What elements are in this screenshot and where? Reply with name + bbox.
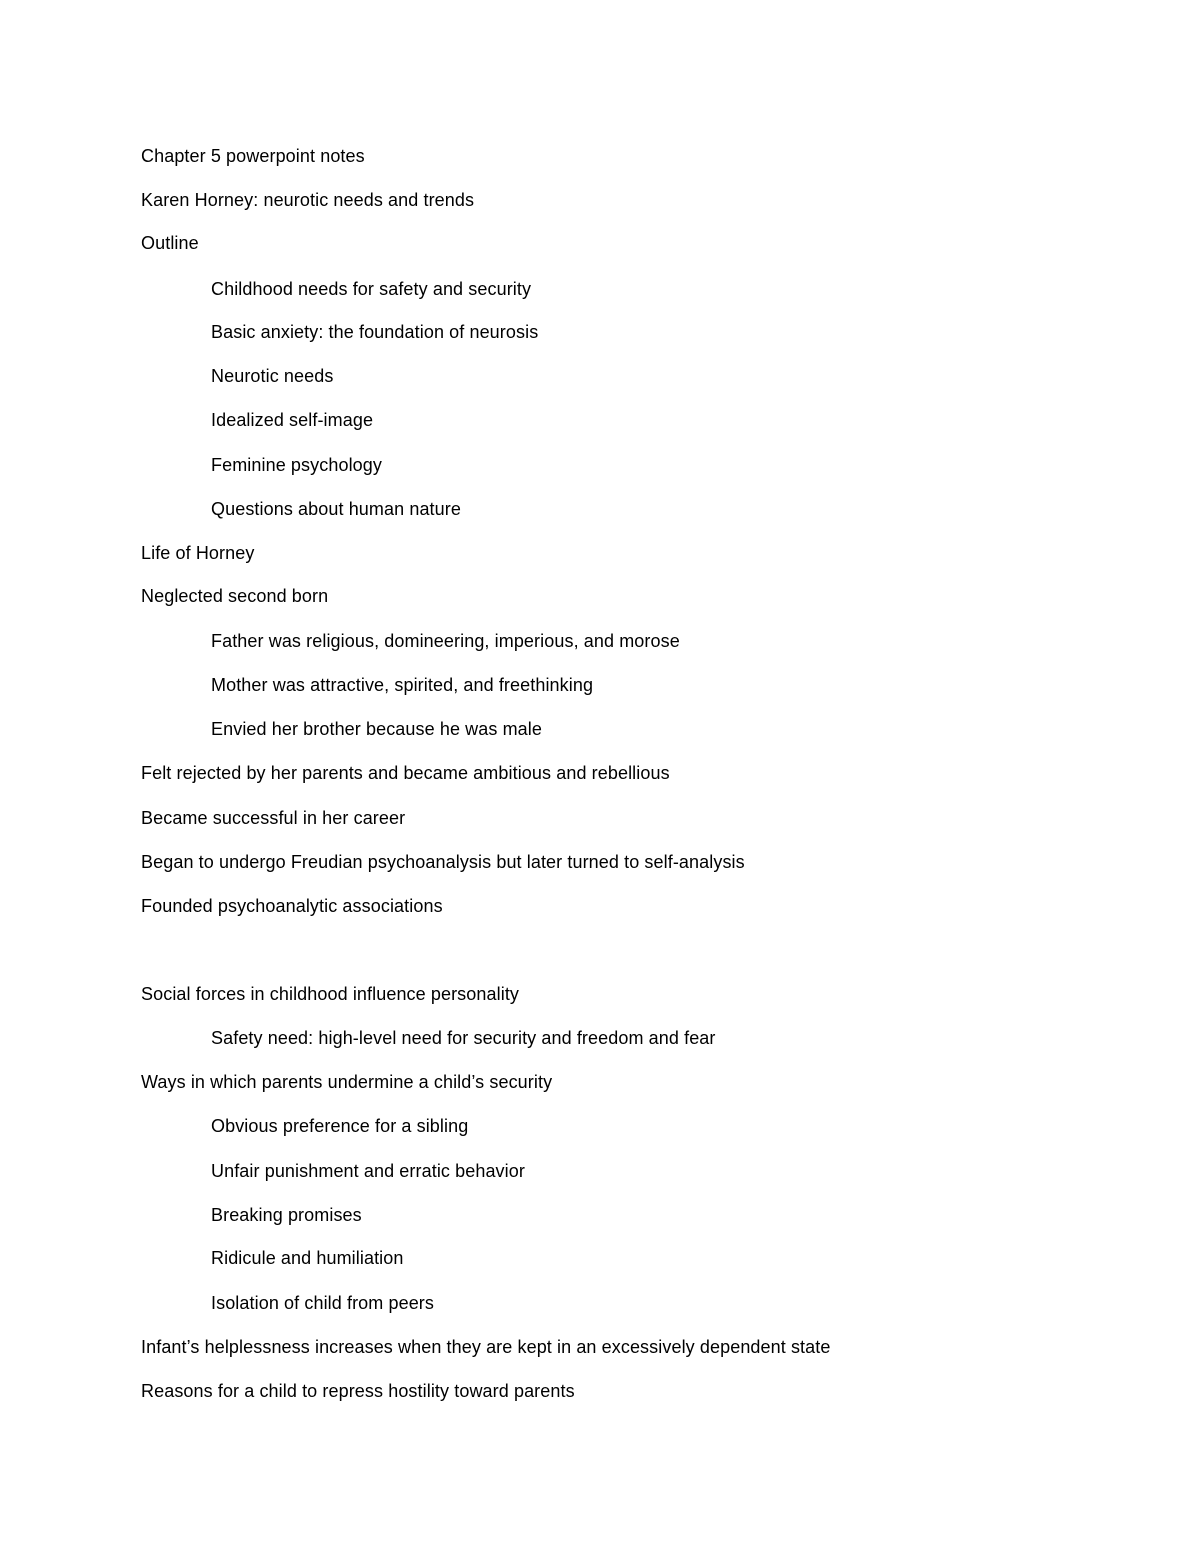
note-line: Neglected second born: [141, 586, 329, 606]
note-line: Ridicule and humiliation: [211, 1248, 404, 1268]
note-line: Questions about human nature: [211, 499, 461, 519]
note-line: Mother was attractive, spirited, and freethinking: [211, 675, 594, 695]
note-line: Infant’s helplessness increases when they are kept in an excessively dependent state: [141, 1337, 831, 1357]
document-title: Chapter 5 powerpoint notes: [141, 146, 365, 166]
note-line: Idealized self-image: [211, 410, 374, 430]
document-subtitle: Karen Horney: neurotic needs and trends: [141, 190, 475, 210]
note-line: Began to undergo Freudian psychoanalysis but later turned to self-analysis: [141, 852, 745, 872]
note-line: Obvious preference for a sibling: [211, 1116, 469, 1136]
note-line: Social forces in childhood influence personality: [141, 984, 520, 1004]
note-line: Became successful in her career: [141, 808, 406, 828]
note-line: Outline: [141, 233, 199, 253]
note-line: Reasons for a child to repress hostility toward parents: [141, 1381, 575, 1401]
note-line: Neurotic needs: [211, 366, 334, 386]
note-line: Father was religious, domineering, imperious, and morose: [211, 631, 680, 651]
note-line: Isolation of child from peers: [211, 1293, 435, 1313]
note-line: Feminine psychology: [211, 455, 382, 475]
note-line: Envied her brother because he was male: [211, 719, 542, 739]
note-line: Unfair punishment and erratic behavior: [211, 1161, 525, 1181]
note-line: Basic anxiety: the foundation of neurosis: [211, 322, 539, 342]
note-line: Ways in which parents undermine a child’s security: [141, 1072, 553, 1092]
note-line: Breaking promises: [211, 1205, 362, 1225]
note-line: Safety need: high-level need for security and freedom and fear: [211, 1028, 716, 1048]
note-line: Life of Horney: [141, 543, 255, 563]
note-line: Childhood needs for safety and security: [211, 279, 532, 299]
note-line: Felt rejected by her parents and became ambitious and rebellious: [141, 763, 670, 783]
note-line: Founded psychoanalytic associations: [141, 896, 443, 916]
